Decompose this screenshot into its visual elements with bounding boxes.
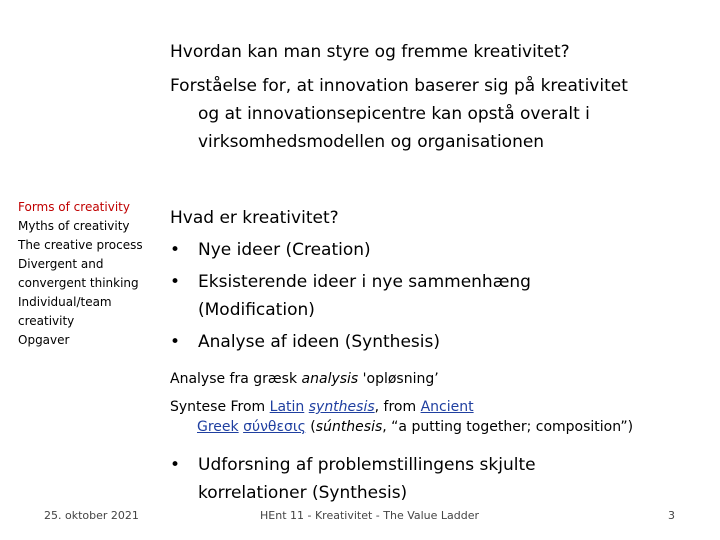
intro-block <box>170 38 628 156</box>
agenda-item-forms-of-creativity: Forms of creativity <box>18 200 130 214</box>
agenda-item-myths: Myths of creativity <box>18 219 130 233</box>
intro-question: Hvordan kan man styre og fremme kreativitet? <box>170 42 570 62</box>
etymology-notes <box>170 369 633 437</box>
bullet-dot: • <box>170 332 181 352</box>
agenda-item-individual-team: Individual/team <box>18 295 112 309</box>
bullet-creation: • Nye ideer (Creation) <box>170 234 531 266</box>
analyse-note: Analyse fra græsk analysis 'opløsning’ <box>170 371 439 387</box>
bullet-dot: • <box>170 240 181 260</box>
agenda-item-convergent: convergent thinking <box>18 276 139 290</box>
syntese-note: Syntese From Latin synthesis, from Ancient <box>170 399 474 415</box>
bullet-synthesis: • Analyse af ideen (Synthesis) <box>170 326 531 358</box>
syntese-note-cont: Greek σύνθεσις (súnthesis, “a putting together; composition”) <box>197 419 634 435</box>
main-content <box>170 202 531 358</box>
agenda-item-divergent: Divergent and <box>18 257 104 271</box>
bullet-exploration: • Udforsning af problemstillingens skjulte korrelationer (Synthesis) <box>170 451 536 507</box>
greek-word-link[interactable]: σύνθεσις <box>243 419 306 435</box>
intro-statement-line3: virksomhedsmodellen og organisationen <box>198 132 545 152</box>
agenda-sidebar <box>18 198 158 350</box>
latin-link[interactable]: Latin <box>269 399 305 415</box>
footer-title: HEnt 11 - Kreativitet - The Value Ladder <box>260 509 480 522</box>
footer-date: 25. oktober 2021 <box>44 509 139 522</box>
synthesis-link[interactable]: synthesis <box>308 399 375 415</box>
slide-number: 3 <box>668 509 675 522</box>
ancient-greek-link[interactable]: Ancient <box>420 399 474 415</box>
agenda-item-creativity: creativity <box>18 314 75 328</box>
greek-link[interactable]: Greek <box>197 419 239 435</box>
agenda-item-opgaver: Opgaver <box>18 333 70 347</box>
bullet-modification: • Eksisterende ideer i nye sammenhæng (Modification) <box>170 268 531 324</box>
agenda-item-creative-process: The creative process <box>18 238 143 252</box>
intro-statement-line1: Forståelse for, at innovation baserer sig på kreativitet <box>170 76 628 96</box>
bullet-dot: • <box>170 455 181 475</box>
main-question: Hvad er kreativitet? <box>170 208 339 228</box>
bullet-dot: • <box>170 272 181 292</box>
intro-statement-line2: og at innovationsepicentre kan opstå overalt i <box>198 104 590 124</box>
